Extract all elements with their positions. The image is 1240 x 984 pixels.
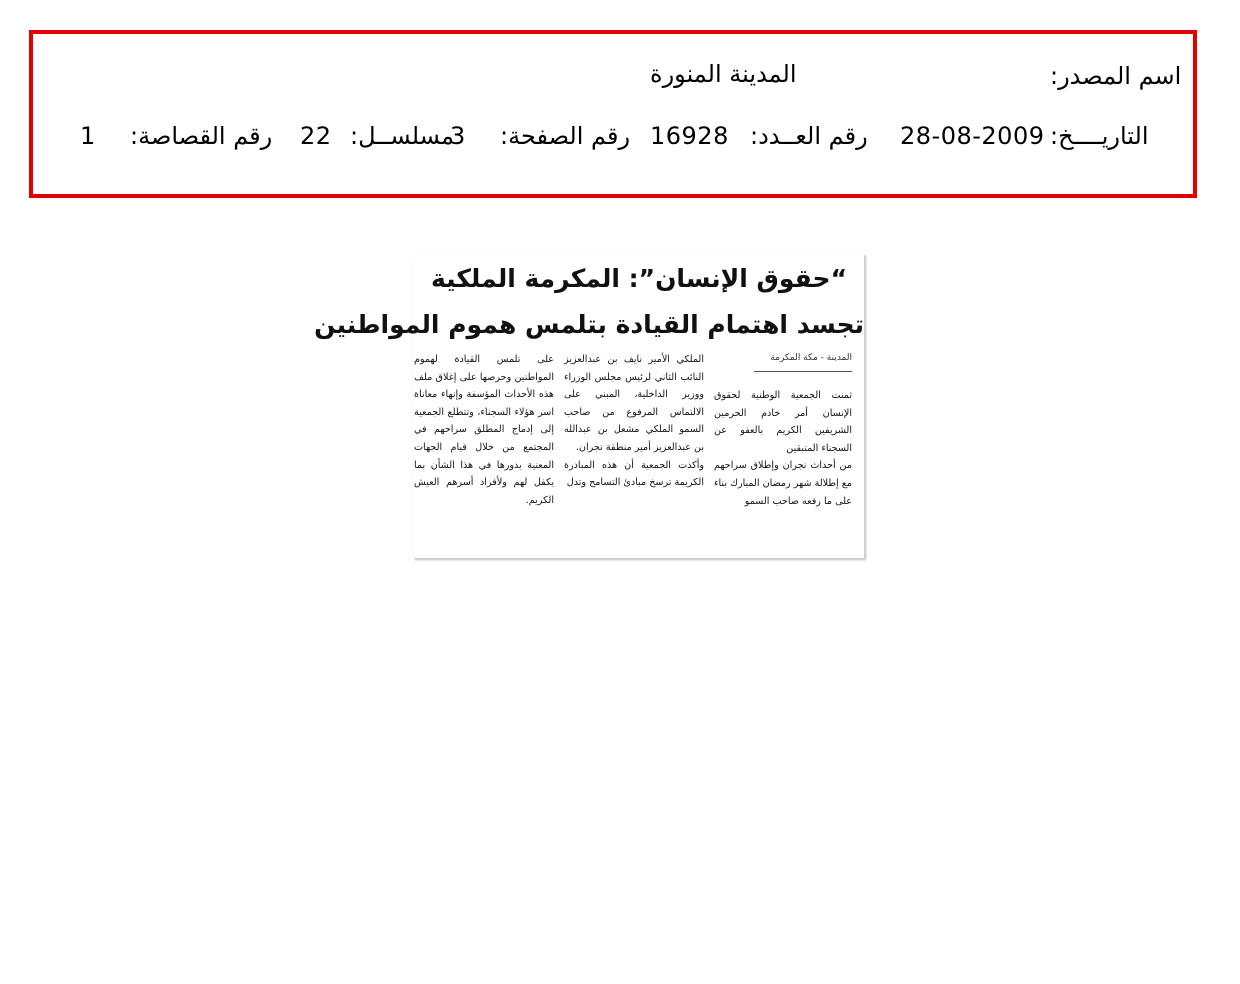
date-value: 28-08-2009	[900, 122, 1045, 150]
page-value: 3	[450, 122, 466, 150]
article-paragraph: ثمنت الجمعية الوطنية لحقوق الإنسان أمر خادم الحرمين الشريفين الكريم بالعفو عن السجناء المتبقين	[714, 390, 852, 454]
byline-divider	[754, 371, 852, 372]
article-column-3	[414, 351, 554, 509]
serial-label: مسلســل:	[350, 122, 454, 150]
article-paragraph: الملكي الأمير نايف بن عبدالعزيز النائب الثاني لرئيس مجلس الوزراء ووزير الداخلية، المبني على الالتماس المرفوع من صاحب السمو الملكي مشعل بن عبدالله بن عبدالعزيز أمير منطقة نجران.	[564, 354, 704, 453]
article-byline: المدينة - مكة المكرمة	[770, 353, 852, 363]
article-paragraph: على تلمس القيادة لهموم المواطنين وحرصها على إغلاق ملف هذه الأحداث المؤسفة وإنهاء معاناة اسر هؤلاء السجناء، وتتطلع الجمعية إلى إدماج المطلق سراحهم في المجتمع من خلال قيام الجهات المعنية بدورها في هذا الشأن بما يكفل لهم ولأفراد أسرهم العيش الكريم.	[414, 354, 554, 506]
article-paragraph: وأكدت الجمعية أن هذه المبادرة الكريمة ترسخ مبادئ التسامح وتدل	[564, 459, 704, 489]
serial-value: 22	[300, 122, 332, 150]
newspaper-clipping	[314, 255, 865, 559]
clip-value: 1	[80, 122, 96, 150]
issue-value: 16928	[650, 122, 729, 150]
article-paragraph: من أحداث نجران وإطلاق سراحهم مع إطلالة شهر رمضان المبارك بناء على ما رفعه صاحب السمو	[714, 460, 852, 507]
source-label: اسم المصدر:	[1050, 62, 1182, 90]
page-label: رقم الصفحة:	[500, 122, 631, 150]
article-headline-line1: “حقوق الإنسان”: المكرمة الملكية	[430, 264, 847, 293]
issue-label: رقم العــدد:	[750, 122, 868, 150]
article-column-2	[564, 351, 704, 492]
metadata-box	[29, 30, 1197, 198]
date-label: التاريــــخ:	[1050, 122, 1149, 150]
article-headline-line2: تجسد اهتمام القيادة بتلمس هموم المواطنين	[314, 310, 864, 339]
source-value: المدينة المنورة	[650, 60, 797, 88]
clip-label: رقم القصاصة:	[130, 122, 273, 150]
article-column-1	[714, 387, 852, 510]
